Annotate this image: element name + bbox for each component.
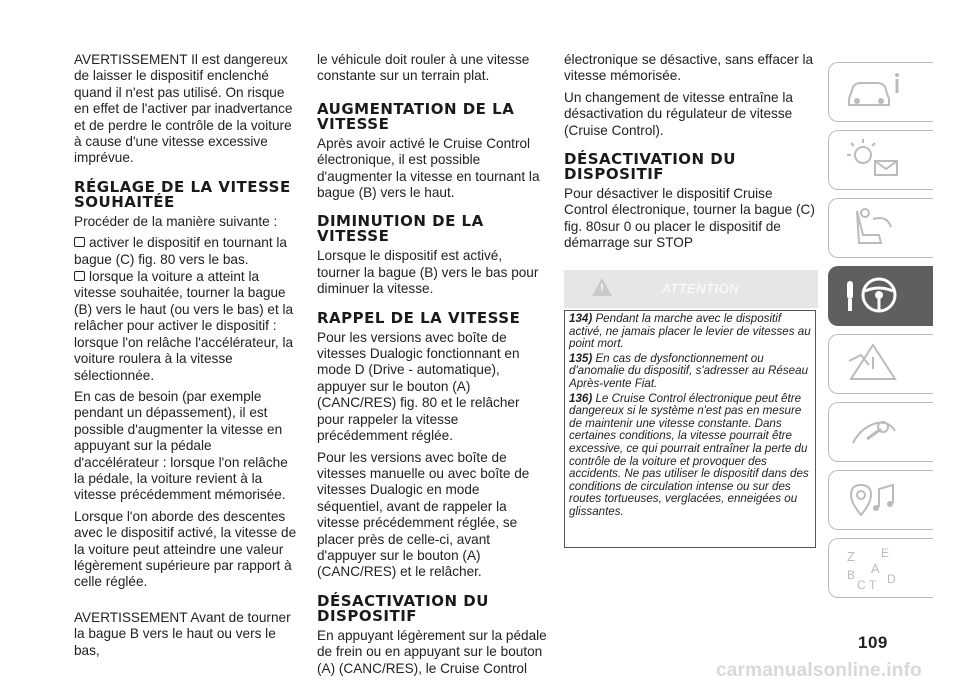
checkbox-bullet-icon xyxy=(74,271,85,281)
index-letter: A xyxy=(871,561,880,576)
attention-title: ATTENTION xyxy=(662,281,740,296)
tab-maintenance[interactable] xyxy=(828,402,933,462)
heading-diminution: DIMINUTION DE LA VITESSE xyxy=(317,212,484,246)
attention-item xyxy=(569,393,811,519)
paragraph: Lorsque le dispositif est activé, tourner la bague (B) vers le bas pour diminuer la vitesse. xyxy=(317,248,539,297)
index-letter: E xyxy=(881,546,890,560)
paragraph: Pour désactiver le dispositif Cruise Control électronique, tourner la bague (C) fig. 80sur 0 ou placer le dispositif de démarrage sur STOP xyxy=(564,186,815,251)
list-item xyxy=(74,235,300,268)
tab-emergency[interactable] xyxy=(828,334,933,394)
tab-car-info[interactable] xyxy=(828,62,933,122)
list-item-text: activer le dispositif en tournant la bague (C) fig. 80 vers le bas. xyxy=(74,235,287,267)
alphabetical-index-icon xyxy=(843,545,903,589)
note-number: 134) xyxy=(569,312,593,325)
steering-wheel-key-icon xyxy=(843,273,903,317)
car-info-icon xyxy=(843,69,903,113)
note-text: Le Cruise Control électronique peut être dangereux si le système n'est pas en mesure de maintenir une vitesse constante. Dans certaines conditions, la vitesse pourrait être excessive, ce qui pourrait entraîner la perte du contrôle de la voiture et provoquer des accidents. Ne pas utiliser le dispositif dans des conditions de circulation intense ou sur des routes tortueuses, verglacées, enneigées ou glissantes. xyxy=(569,391,809,518)
paragraph: Pour les versions avec boîte de vitesses Dualogic fonctionnant en mode D (Drive - automatique), appuyer sur le bouton (A) (CANC/RES) fig. 80 et le relâcher pour rappeler la vitesse précédemment réglée. xyxy=(317,329,520,444)
paragraph: électronique se désactive, sans effacer la vitesse mémorisée. xyxy=(564,52,814,84)
paragraph: le véhicule doit rouler à une vitesse constante sur un terrain plat. xyxy=(317,52,530,84)
heading-reglage-vitesse: RÉGLAGE DE LA VITESSE SOUHAITÉE xyxy=(74,177,291,211)
paragraph: En appuyant légèrement sur la pédale de frein ou en appuyant sur le bouton (A) (CANC/RES), le Cruise Control xyxy=(317,627,547,676)
footer-watermark: carmanualsonline.info xyxy=(716,660,922,681)
paragraph: Pour les versions avec boîte de vitesses manuelle ou avec boîte de vitesses Dualogic en mode séquentiel, avant de rappeler la vitesse précédemment réglée, se placer près de celle-ci, avant d'appuyer sur le bouton (A) (CANC/RES) et le relâcher. xyxy=(317,449,530,580)
attention-item xyxy=(569,313,811,351)
note-number: 136) xyxy=(569,391,593,405)
note-number: 135) xyxy=(569,351,593,365)
note-text: Pendant la marche avec le dispositif activé, ne jamais placer le levier de vitesses au point mort. xyxy=(569,312,811,351)
index-letter: T xyxy=(869,578,877,589)
attention-box xyxy=(564,310,816,548)
lights-warning-icon xyxy=(843,137,903,181)
list-item-text: lorsque la voiture a atteint la vitesse souhaitée, tourner la bague (B) vers le haut (ou vers le bas) et la relâcher pour activer le dispositif : lorsque l'on relâche l'accélérateur, la voiture roulera à la vitesse sélectionnée. xyxy=(74,269,294,383)
media-navigation-icon xyxy=(843,477,903,521)
paragraph: Procéder de la manière suivante : xyxy=(74,213,278,229)
list-item xyxy=(74,269,300,384)
attention-header xyxy=(564,270,818,308)
service-wrench-icon xyxy=(843,409,903,453)
checkbox-bullet-icon xyxy=(74,237,85,247)
column-2 xyxy=(317,52,547,682)
paragraph: Lorsque l'on aborde des descentes avec le dispositif activé, la vitesse de la voiture peut atteindre une valeur légèrement supérieure par rapport à celle réglée. xyxy=(74,508,297,590)
heading-augmentation: AUGMENTATION DE LA VITESSE xyxy=(317,99,515,133)
column-3 xyxy=(564,52,818,257)
tab-index[interactable] xyxy=(828,538,933,598)
tab-lights[interactable] xyxy=(828,130,933,190)
heading-desactivation: DÉSACTIVATION DU DISPOSITIF xyxy=(317,591,489,625)
warning-paragraph: AVERTISSEMENT Avant de tourner la bague B vers le haut ou vers le bas, xyxy=(74,609,291,658)
seat-airbag-icon xyxy=(843,205,903,249)
road-warning-triangle-icon xyxy=(843,341,903,385)
tab-safety[interactable] xyxy=(828,198,933,258)
paragraph: Après avoir activé le Cruise Control électronique, il est possible d'augmenter la vitesse en tournant la bague (B) vers le haut. xyxy=(317,135,540,201)
warning-triangle-icon: ! xyxy=(592,278,612,296)
tab-starting-driving[interactable] xyxy=(828,266,933,326)
column-1 xyxy=(74,52,300,664)
tab-multimedia[interactable] xyxy=(828,470,933,530)
warning-paragraph: AVERTISSEMENT Il est dangereux de laisser le dispositif enclenché quand il n'est pas utilisé. On risque en effet de l'activer par inadvertance et de perdre le contrôle de la voiture à cause d'une vitesse excessive imprévue. xyxy=(74,52,293,166)
paragraph: En cas de besoin (par exemple pendant un dépassement), il est possible d'augmenter la vitesse en appuyant sur la pédale d'accélérateur : lorsque l'on relâche la pédale, la voiture revient à la vitesse précédemment mémorisée. xyxy=(74,388,288,503)
page-number: 109 xyxy=(858,633,888,652)
heading-rappel: RAPPEL DE LA VITESSE xyxy=(317,308,521,327)
index-letter: B xyxy=(847,568,856,582)
attention-item xyxy=(569,353,811,391)
index-letter: Z xyxy=(847,549,855,564)
heading-desactivation-dispositif: DÉSACTIVATION DU DISPOSITIF xyxy=(564,150,736,184)
index-letter: C xyxy=(857,578,866,589)
paragraph: Un changement de vitesse entraîne la désactivation du régulateur de vitesse (Cruise Control). xyxy=(564,89,793,138)
index-letter: D xyxy=(887,572,896,586)
note-text: En cas de dysfonctionnement ou d'anomalie du dispositif, s'adresser au Réseau Après-vente Fiat. xyxy=(569,351,809,390)
